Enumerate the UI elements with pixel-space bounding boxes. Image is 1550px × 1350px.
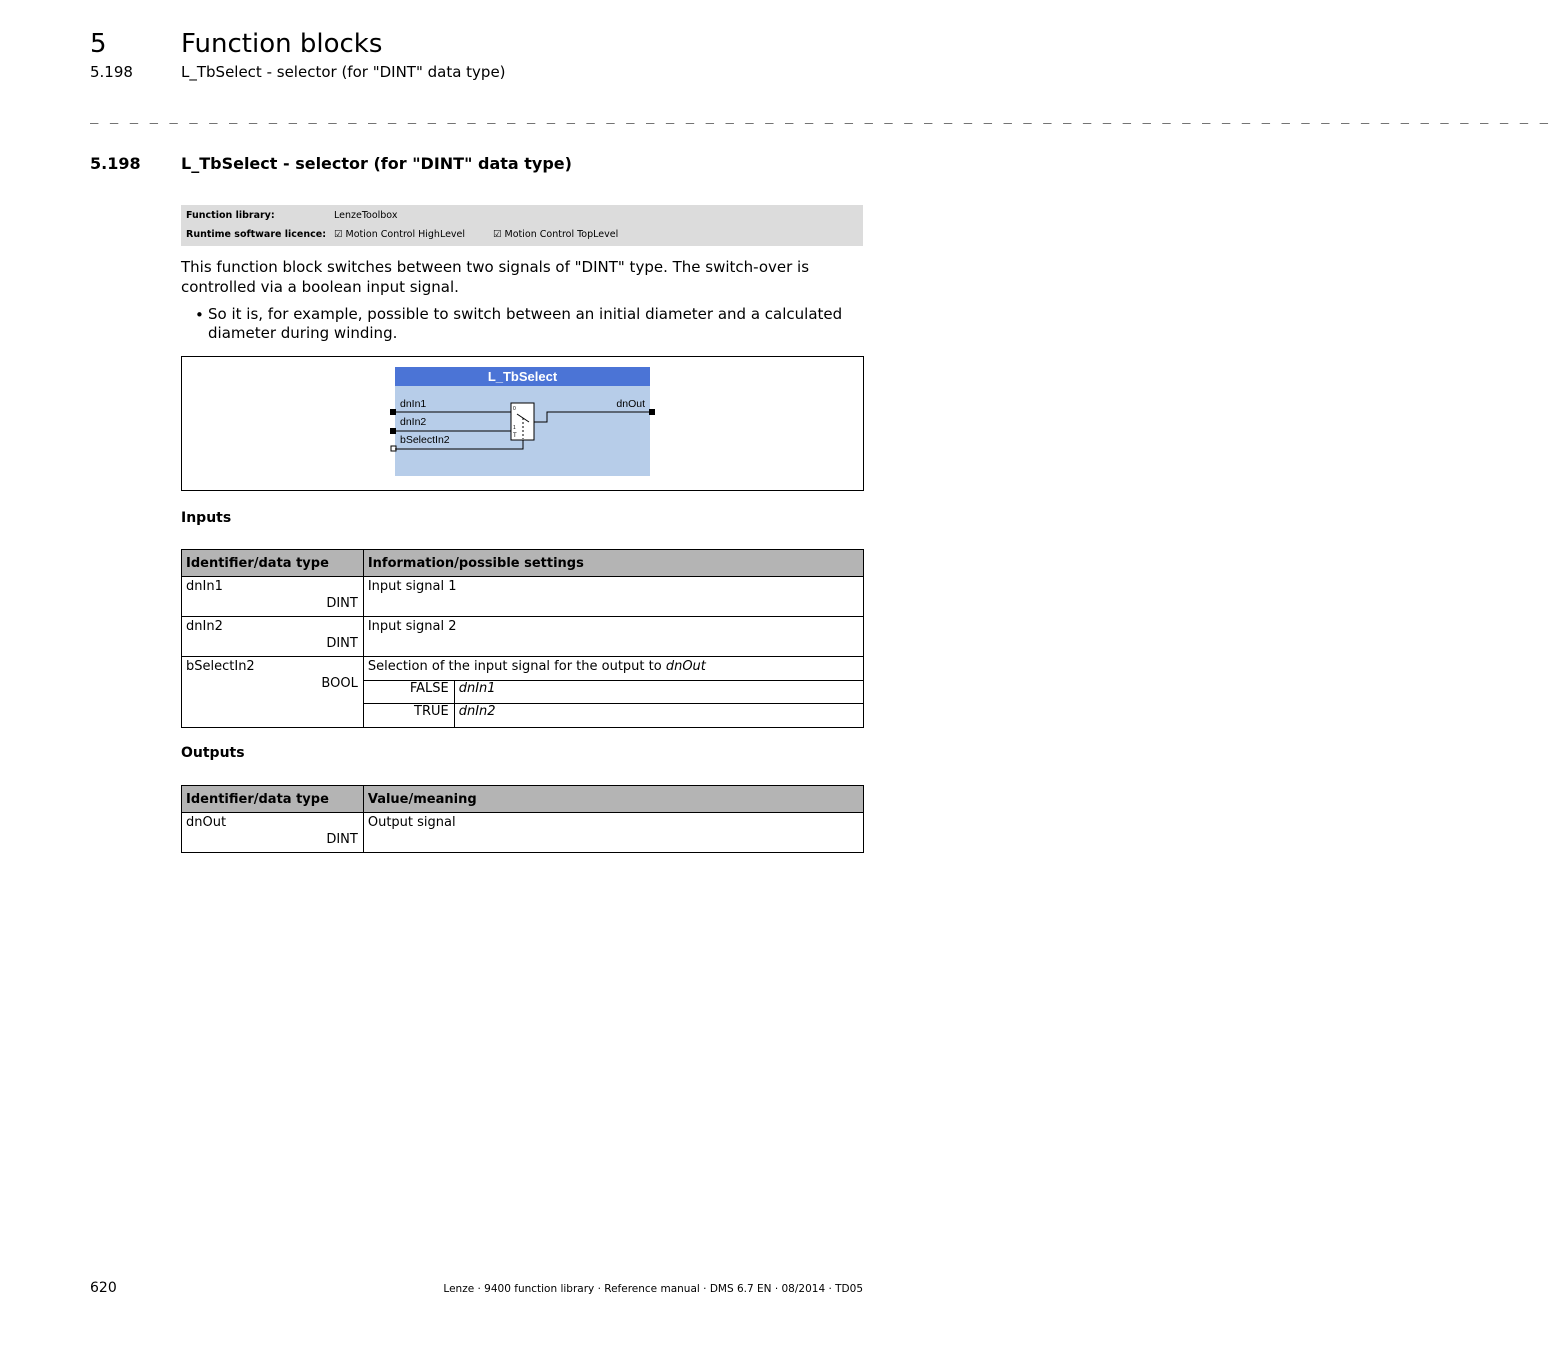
wire-bSelectIn2 <box>395 440 523 449</box>
function-block-title: L_TbSelect <box>395 367 650 386</box>
table-row <box>182 657 864 681</box>
outputs-heading: Outputs <box>181 745 245 761</box>
input-info: Input signal 1 <box>363 577 863 617</box>
input-label-bSelectIn2: bSelectIn2 <box>400 434 450 446</box>
output-id: dnOut <box>186 815 227 830</box>
section-number: 5.198 <box>90 154 141 173</box>
input-id: bSelectIn2 <box>186 659 255 674</box>
switch-label-1: 1 <box>513 425 516 431</box>
table-row <box>182 617 864 657</box>
input-info: Input signal 2 <box>363 617 863 657</box>
inputs-col-identifier: Identifier/data type <box>182 550 364 577</box>
table-row <box>182 577 864 617</box>
output-label-dnOut: dnOut <box>616 398 645 410</box>
function-library-value: LenzeToolbox <box>334 210 398 221</box>
footer-doc-info: Lenze · 9400 function library · Reference manual · DMS 6.7 EN · 08/2014 · TD05 <box>443 1283 863 1295</box>
header-divider: _ _ _ _ _ _ _ _ _ _ _ _ _ _ _ _ _ _ _ _ _ _ _ _ _ _ _ _ _ _ _ _ _ _ _ _ _ _ _ _ _ _ _ _ _ _ _ _ _ _ _ _ _ _ _ _ _ _ _ _ _ _ _ _ _ _ _ _ _ _ _ _ _ _ <box>90 108 1550 124</box>
inputs-table <box>181 549 864 728</box>
bullet-marker: • <box>195 306 204 324</box>
option-meaning: dnIn2 <box>454 704 863 728</box>
input-type: BOOL <box>321 676 358 691</box>
input-type: DINT <box>326 596 358 611</box>
option-value: FALSE <box>363 680 454 704</box>
chapter-number: 5 <box>90 29 107 59</box>
input-label-dnIn2: dnIn2 <box>400 416 427 428</box>
switch-label-T: T <box>513 433 517 439</box>
input-info: Selection of the input signal for the output to dnOut <box>363 657 863 681</box>
section-title: L_TbSelect - selector (for "DINT" data type) <box>181 154 572 173</box>
outputs-col-meaning: Value/meaning <box>363 786 863 813</box>
output-type: DINT <box>326 832 358 847</box>
input-label-dnIn1: dnIn1 <box>400 398 427 410</box>
input-type: DINT <box>326 636 358 651</box>
outputs-table <box>181 785 864 853</box>
function-block-diagram <box>395 367 650 476</box>
input-id: dnIn2 <box>186 619 223 634</box>
running-section-title: L_TbSelect - selector (for "DINT" data type) <box>181 63 506 81</box>
diagram-wiring <box>395 367 650 476</box>
table-row <box>182 813 864 853</box>
function-library-label: Function library: <box>186 210 275 221</box>
inputs-col-info: Information/possible settings <box>363 550 863 577</box>
licence-toplevel: ☑ Motion Control TopLevel <box>493 229 619 240</box>
page-number: 620 <box>90 1280 117 1296</box>
chapter-title: Function blocks <box>181 29 383 59</box>
option-meaning: dnIn1 <box>454 680 863 704</box>
output-info: Output signal <box>363 813 863 853</box>
intro-paragraph: This function block switches between two signals of "DINT" type. The switch-over is controlled via a boolean input signal. <box>181 258 810 296</box>
bullet-text: So it is, for example, possible to switch between an initial diameter and a calculated diameter during winding. <box>208 305 843 342</box>
inputs-heading: Inputs <box>181 510 232 526</box>
licence-highlevel: ☑ Motion Control HighLevel <box>334 229 466 240</box>
option-value: TRUE <box>363 704 454 728</box>
wire-dnOut <box>534 412 650 422</box>
licence-label: Runtime software licence: <box>186 229 326 240</box>
library-info-box <box>181 205 863 246</box>
switch-label-0: 0 <box>513 406 516 412</box>
input-id: dnIn1 <box>186 579 223 594</box>
outputs-col-identifier: Identifier/data type <box>182 786 364 813</box>
running-section-number: 5.198 <box>90 63 133 81</box>
